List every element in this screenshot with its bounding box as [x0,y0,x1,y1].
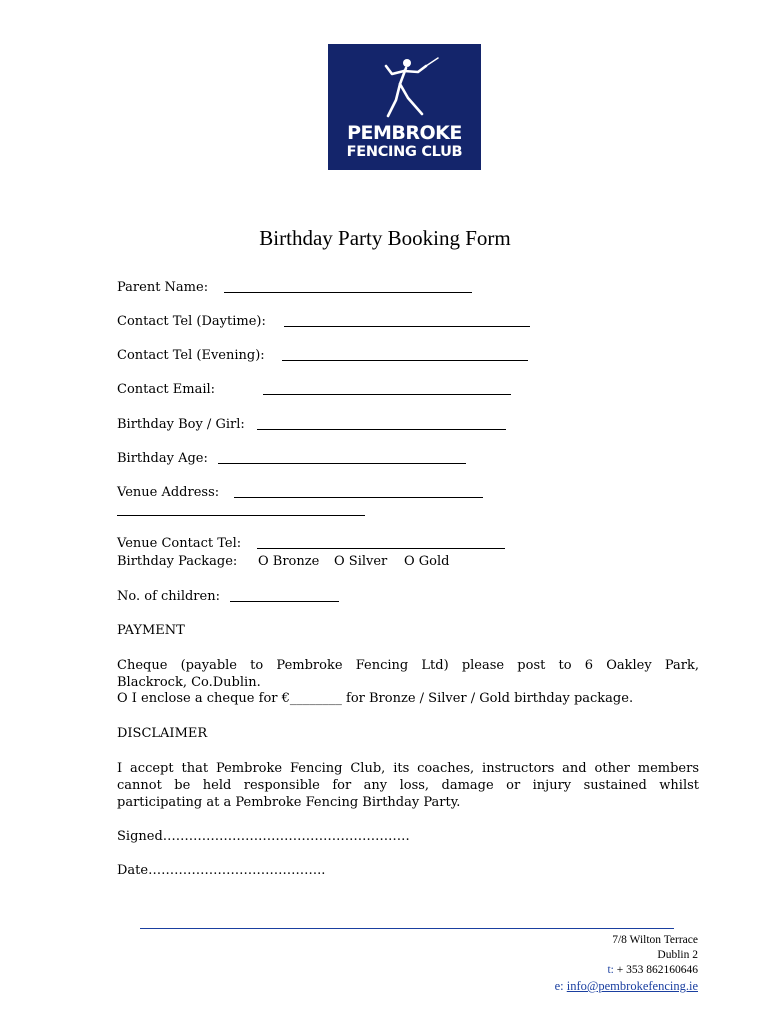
parent-name-field[interactable] [224,292,472,293]
tel-daytime-field[interactable] [284,326,530,327]
logo-line-1: PEMBROKE [347,122,462,144]
logo-line-2: FENCING CLUB [346,144,463,160]
email-field[interactable] [263,394,511,395]
fencer-icon [378,54,440,122]
birthday-age-label: Birthday Age: [117,451,208,466]
children-field[interactable] [230,601,339,602]
signed-line[interactable]: Signed………………………………………………… [117,829,410,844]
package-label: Birthday Package: [117,554,238,569]
disclaimer-line-2: cannot be held responsible for any loss, damage or injury sustained whilst [117,778,699,793]
club-logo [328,44,481,170]
payment-cheque-text [117,657,699,691]
venue-address-label: Venue Address: [117,485,220,500]
email-link[interactable]: info@pembrokefencing.ie [566,979,698,993]
disclaimer-line-1: I accept that Pembroke Fencing Club, its coaches, instructors and other members [117,761,699,776]
cheque-line-1: Cheque (payable to Pembroke Fencing Ltd) please post to 6 Oakley Park, [117,658,699,673]
tel-prefix: t: [607,964,614,976]
tel-daytime-label: Contact Tel (Daytime): [117,314,266,329]
package-option-gold[interactable]: O Gold [404,554,450,569]
parent-name-label: Parent Name: [117,280,209,295]
footer-divider [140,928,674,929]
cheque-line-2: Blackrock, Co.Dublin. [117,675,261,690]
footer-address-1: 7/8 Wilton Terrace [612,934,698,946]
footer-email [555,979,698,994]
birthday-child-label: Birthday Boy / Girl: [117,417,245,432]
package-option-silver[interactable]: O Silver [334,554,388,569]
payment-heading: PAYMENT [117,623,185,638]
tel-number: + 353 862160646 [613,964,698,976]
venue-address-field-2[interactable] [117,515,365,516]
email-prefix: e: [554,979,564,993]
footer-address-2: Dublin 2 [657,949,698,961]
enclose-cheque-option[interactable]: O I enclose a cheque for €________ for Bronze / Silver / Gold birthday package. [117,691,634,706]
venue-tel-field[interactable] [257,548,505,549]
disclaimer-line-3: participating at a Pembroke Fencing Birthday Party. [117,795,461,810]
birthday-child-field[interactable] [257,429,506,430]
birthday-age-field[interactable] [218,463,466,464]
disclaimer-text [117,760,699,811]
children-label: No. of children: [117,589,220,604]
footer-telephone [607,963,698,978]
tel-evening-label: Contact Tel (Evening): [117,348,265,363]
package-option-bronze[interactable]: O Bronze [258,554,320,569]
date-line[interactable]: Date………………………………….. [117,863,326,878]
venue-address-field[interactable] [234,497,483,498]
disclaimer-heading: DISCLAIMER [117,726,208,741]
email-label: Contact Email: [117,382,216,397]
form-title: Birthday Party Booking Form [259,226,511,250]
tel-evening-field[interactable] [282,360,528,361]
venue-tel-label: Venue Contact Tel: [117,536,242,551]
